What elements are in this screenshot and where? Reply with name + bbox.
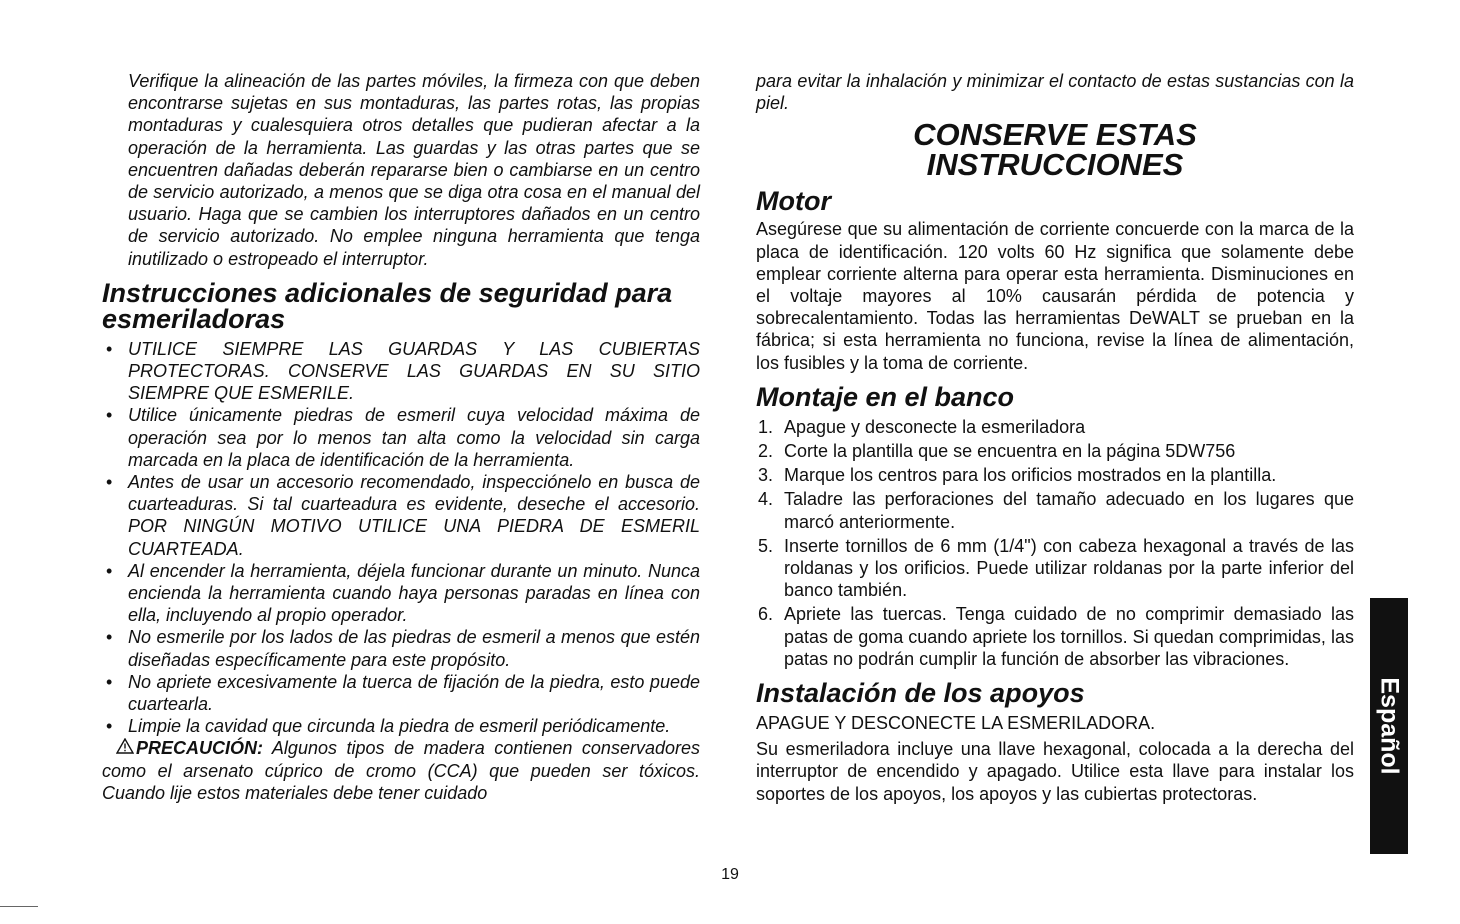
section-heading-motor: Motor xyxy=(756,186,831,217)
warning-triangle-icon xyxy=(116,737,134,759)
continued-paragraph: para evitar la inhalación y minimizar el contacto de estas sustancias con la piel. xyxy=(756,71,1354,114)
list-item: • Limpie la cavidad que circunda la piedra de esmeril periódicamente. xyxy=(106,716,671,737)
intro-paragraph: Verifique la alineación de las partes móviles, la firmeza con que deben encontrarse sujetas en sus montaduras, las partes rotas, las propias montaduras y cualesquiera otros detalles que pudieran afectar a la operación de la herramienta. Las guardas y las otras partes que se encuentren dañadas deberán repararse bien o cambiarse en un centro de servicio autorizado, a menos que se diga otra cosa en el manual del usuario. Haga que se cambien los interruptores dañados en un centro de servicio autorizado. No emplee ninguna herramienta que tenga inutilizado o estropeado el interruptor. xyxy=(128,71,700,269)
safety-bullet-list xyxy=(102,338,700,738)
list-item: 4. Taladre las perforaciones del tamaño adecuado en los lugares que marcó anteriormente. xyxy=(758,489,1354,532)
caution-paragraph xyxy=(102,737,700,804)
page-number: 19 xyxy=(721,866,739,883)
list-item: 3. Marque los centros para los orificios mostrados en la plantilla. xyxy=(758,465,1277,486)
list-item: 5. Inserte tornillos de 6 mm (1/4") con cabeza hexagonal a través de las roldanas y los orificios. Puede utilizar roldanas por la parte inferior del banco también. xyxy=(758,535,1354,601)
section-heading-bench: Montaje en el banco xyxy=(756,381,1015,412)
list-item: 2. Corte la plantilla que se encuentra en la página 5DW756 xyxy=(758,441,1236,462)
list-item: • Antes de usar un accesorio recomendado, inspecciónelo en busca de cuarteaduras. Si tal cuarteadura es evidente, deseche el accesorio. POR NINGÚN MOTIVO UTILICE UNA PIEDRA DE ESMERIL CUARTEADA. xyxy=(106,472,700,559)
caution-label: PRECAUCIÓN: xyxy=(136,738,264,759)
caution-text: Algunos tipos de madera contienen conservadores como el arsenato cúprico de cromo (CCA) que pueden ser tóxicos. Cuando lije estos materiales debe tener cuidado xyxy=(102,738,700,803)
left-column xyxy=(102,70,700,804)
banner xyxy=(756,117,1354,183)
list-item: • UTILICE SIEMPRE LAS GUARDAS Y LAS CUBIERTAS PROTECTORAS. CONSERVE LAS GUARDAS EN SU SITIO SIEMPRE QUE ESMERILE. xyxy=(106,338,700,404)
list-item: • No apriete excesivamente la tuerca de fijación de la piedra, esto puede cuartearla. xyxy=(106,671,700,715)
language-tab xyxy=(1370,598,1408,854)
supports-paragraph: Su esmeriladora incluye una llave hexagonal, colocada a la derecha del interruptor de encendido y apagado. Utilice esta llave para instalar los soportes de los apoyos, los apoyos y las cubiertas protectoras. xyxy=(756,739,1354,804)
section-heading-supports: Instalación de los apoyos xyxy=(756,678,1085,709)
list-item: • Utilice únicamente piedras de esmeril cuya velocidad máxima de operación sea por lo menos tan alta como la velocidad sin carga marcada en la placa de identificación de la herramienta. xyxy=(106,405,700,470)
banner-line-1: CONSERVE ESTAS xyxy=(913,117,1197,153)
banner-line-2: INSTRUCCIONES xyxy=(926,147,1184,183)
divider xyxy=(0,906,38,907)
list-item: 1. Apague y desconecte la esmeriladora xyxy=(758,416,1086,437)
list-item: • Al encender la herramienta, déjela funcionar durante un minuto. Nunca encienda la herramienta cuando haya personas paradas en línea con ella, incluyendo al propio operador. xyxy=(106,560,700,626)
right-column xyxy=(756,70,1354,805)
supports-caps: APAGUE Y DESCONECTE LA ESMERILADORA. xyxy=(756,713,1156,734)
motor-paragraph: Asegúrese que su alimentación de corriente concuerde con la marca de la placa de identificación. 120 volts 60 Hz significa que solamente debe emplear corriente alterna para operar esta herramienta. Disminuciones en el voltaje mayores al 10% causarán pérdida de potencia y sobrecalentamiento. Todas las herramientas DeWALT se prueban en la fábrica; si esta herramienta no funciona, revise la línea de alimentación, los fusibles y la toma de corriente. xyxy=(756,219,1354,373)
list-item: • No esmerile por los lados de las piedras de esmeril a menos que estén diseñadas específicamente para este propósito. xyxy=(106,627,700,670)
section-heading-safety: Instrucciones adicionales de seguridad para esmeriladoras xyxy=(102,277,673,334)
list-item: 6. Apriete las tuercas. Tenga cuidado de no comprimir demasiado las patas de goma cuando apriete los tornillos. Si quedan comprimidas, las patas no podrán cumplir la función de absorber las vibraciones. xyxy=(758,604,1354,669)
bench-steps-list xyxy=(756,416,1354,670)
language-tab-label: Español xyxy=(1375,677,1404,775)
